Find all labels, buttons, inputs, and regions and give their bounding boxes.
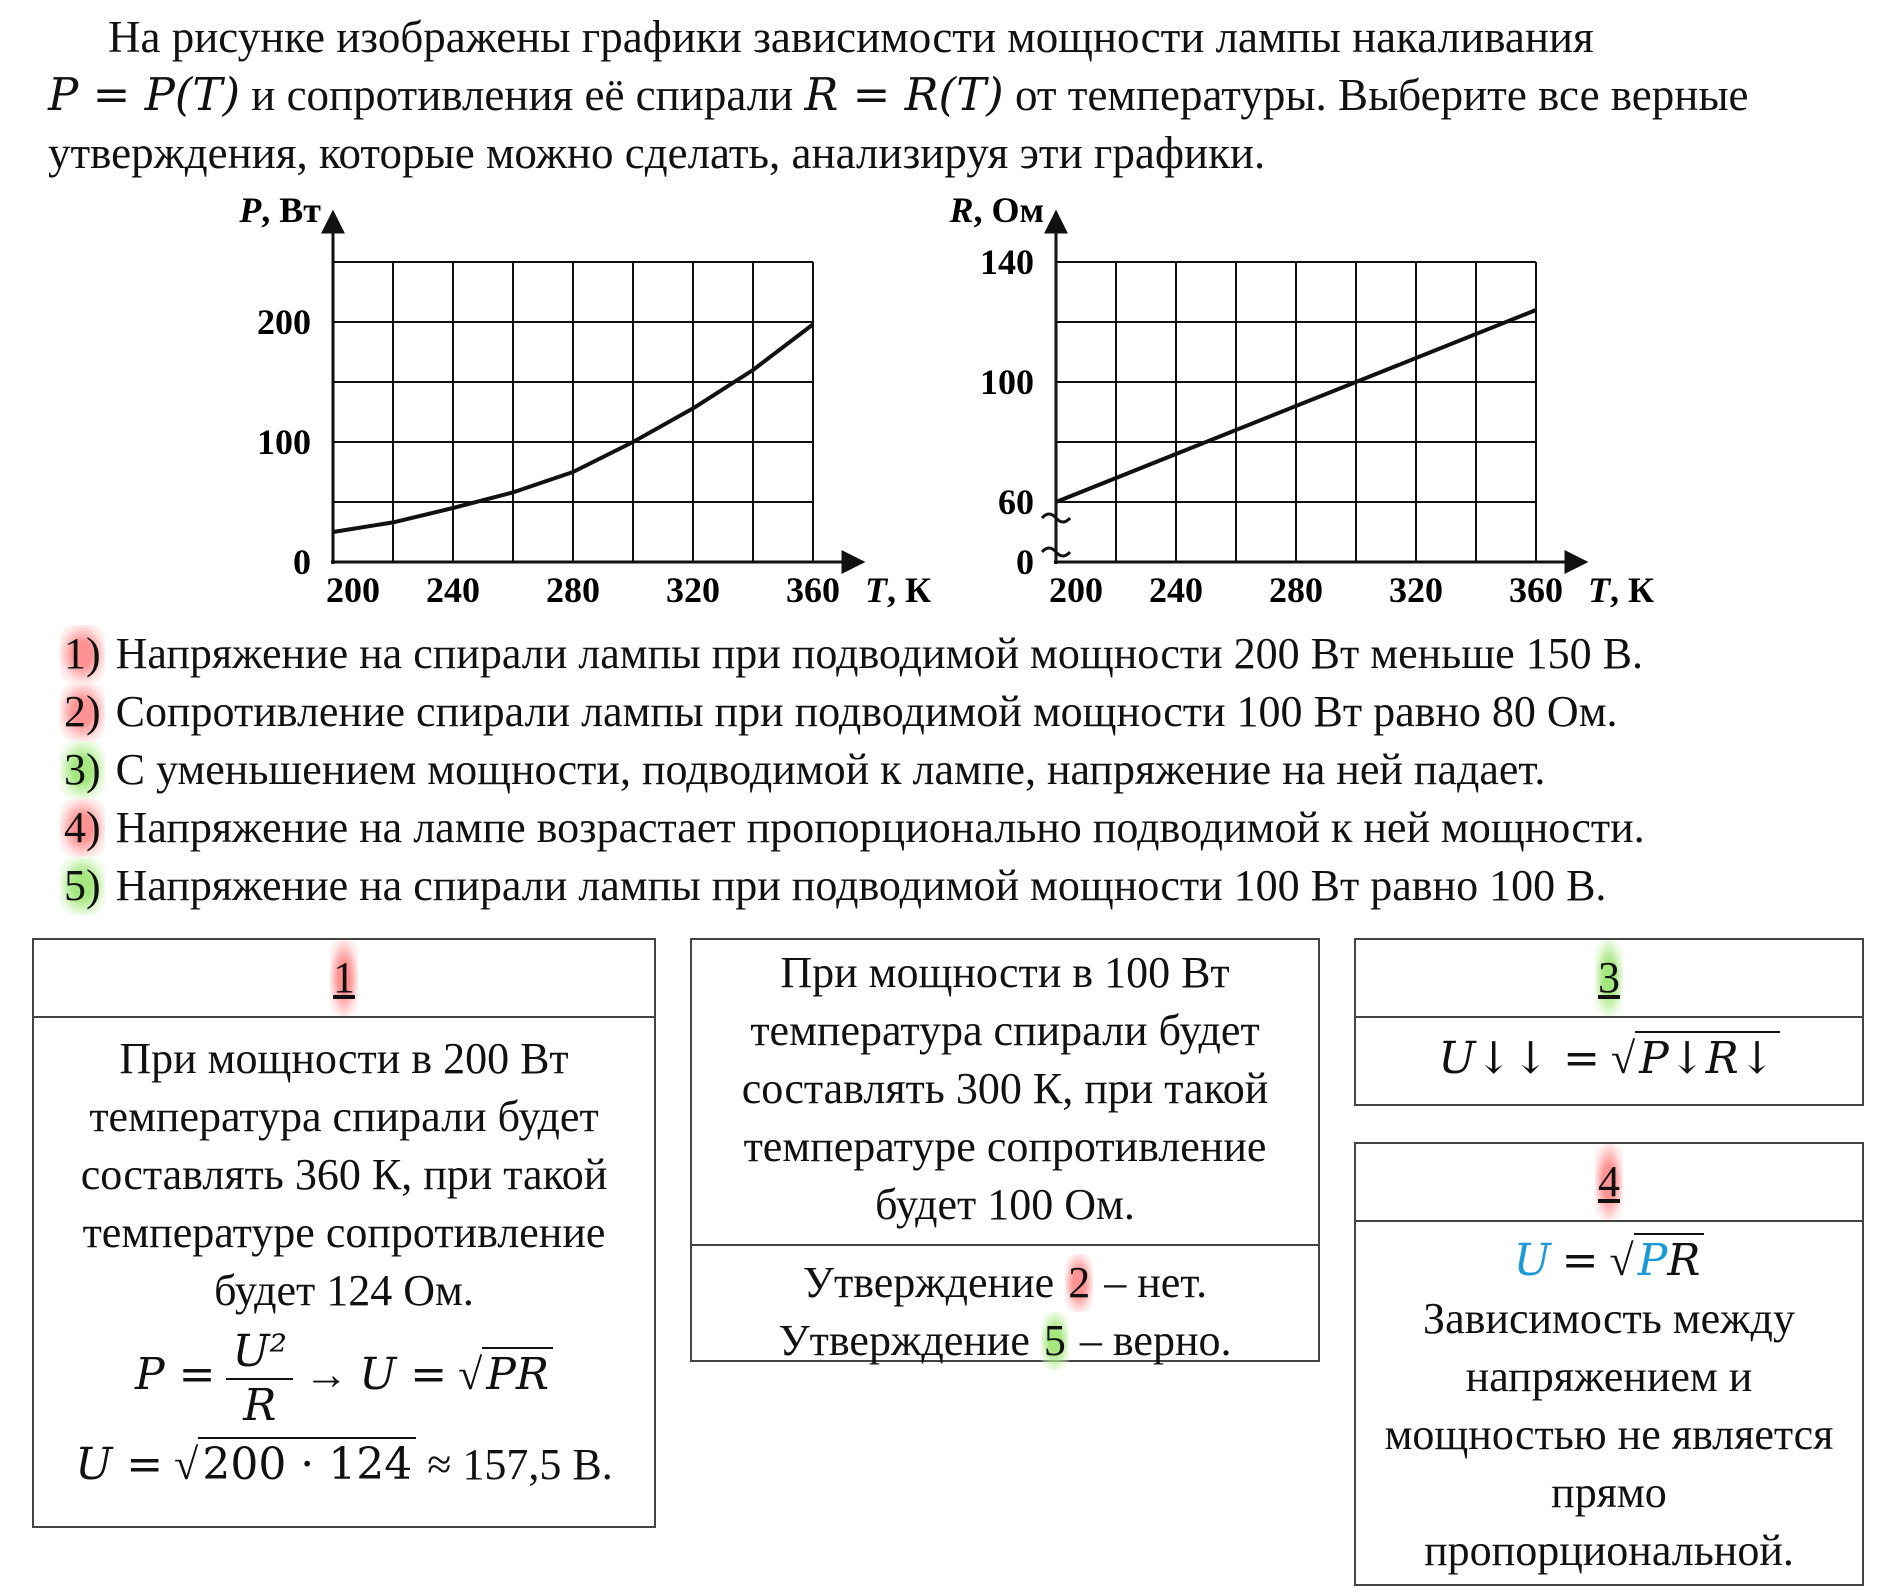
statement-1 — [60, 625, 1860, 683]
conclusion-result: – нет. — [1104, 1258, 1208, 1307]
r-formula: R = R(T) — [804, 68, 1004, 121]
solution-box-2 — [690, 938, 1320, 1365]
fraction-denominator: R — [243, 1380, 277, 1431]
formula-u: U = — [75, 1439, 164, 1490]
box-header-number: 1 — [330, 940, 358, 1016]
box-body — [1356, 1222, 1862, 1584]
box-conclusion — [692, 1246, 1318, 1374]
x-axis-label-unit: , К — [887, 570, 932, 610]
x-tick-label: 200 — [1049, 570, 1103, 610]
box-header-number: 4 — [1595, 1144, 1623, 1220]
y-tick-label: 140 — [980, 242, 1034, 282]
conclusion-label: Утверждение — [802, 1258, 1055, 1307]
y-axis-label-var: R — [949, 190, 974, 230]
y-axis-label-unit: , Вт — [261, 190, 321, 230]
box-header — [34, 940, 654, 1018]
power-chart — [238, 190, 931, 610]
statement-number: 1) — [60, 625, 105, 683]
x-tick-label: 280 — [546, 570, 600, 610]
x-tick-label: 360 — [1509, 570, 1563, 610]
box-text: Зависимость между напряжением и мощностью не является прямо пропорциональной. — [1384, 1294, 1834, 1575]
statement-number: 3) — [60, 741, 105, 799]
statement-3 — [60, 741, 1860, 799]
x-tick-label: 240 — [1149, 570, 1203, 610]
statements-list — [60, 625, 1860, 915]
problem-line2-end: от температуры. Выберите все верные — [1014, 70, 1749, 120]
formula-u: U — [1513, 1235, 1551, 1286]
decrease-formula — [1356, 1018, 1862, 1092]
statement-2 — [60, 683, 1860, 741]
y-tick-label: 60 — [998, 482, 1034, 522]
statement-text: Сопротивление спирали лампы при подводимой мощности 100 Вт равно 80 Ом. — [115, 687, 1618, 736]
p-formula: P = P(T) — [48, 68, 240, 121]
fraction — [226, 1326, 293, 1432]
fraction-numerator: U² — [226, 1326, 293, 1380]
y-axis-label — [948, 190, 1044, 230]
x-tick-label: 360 — [786, 570, 840, 610]
problem-text — [48, 8, 1848, 182]
statement-number: 5) — [60, 857, 105, 915]
statement-number: 2) — [60, 683, 105, 741]
x-axis-label — [865, 570, 931, 610]
box-text: При мощности в 200 Вт температура спирали будет составлять 360 К, при такой температуре сопротивление будет 124 Ом. — [80, 1034, 608, 1315]
box-body — [34, 1018, 654, 1498]
statement-text: С уменьшением мощности, подводимой к лампе, напряжение на ней падает. — [115, 745, 1546, 794]
conclusion-5 — [702, 1312, 1308, 1370]
x-axis-label — [1588, 570, 1654, 610]
conclusion-result: – верно. — [1079, 1316, 1232, 1365]
x-axis-label-unit: , К — [1610, 570, 1655, 610]
y-tick-label: 0 — [293, 542, 311, 582]
y-tick-label: 100 — [257, 422, 311, 462]
x-tick-label: 240 — [426, 570, 480, 610]
box-text: При мощности в 100 Вт температура спирали будет составлять 300 К, при такой температуре сопротивление будет 100 Ом. — [692, 940, 1318, 1246]
y-tick-label: 0 — [1016, 542, 1034, 582]
conclusion-number: 2 — [1065, 1254, 1093, 1312]
statement-number: 4) — [60, 799, 105, 857]
conclusion-label: Утверждение — [778, 1316, 1030, 1365]
formula-u: U↓↓ = — [1438, 1033, 1601, 1084]
x-axis-label-var: T — [1588, 570, 1610, 610]
sqrt: √200 · 124 — [174, 1436, 416, 1494]
power-formula — [44, 1326, 644, 1432]
statement-4 — [60, 799, 1860, 857]
sqrt: √PR — [1610, 1232, 1705, 1290]
arrow: → — [304, 1350, 349, 1400]
result: ≈ 157,5 В. — [427, 1440, 613, 1489]
x-tick-label: 280 — [1269, 570, 1323, 610]
y-axis-label-unit: , Ом — [973, 190, 1044, 230]
box-header-number: 3 — [1595, 940, 1623, 1016]
formula-p: P = — [134, 1349, 216, 1401]
sqrt: √P↓R↓ — [1611, 1030, 1780, 1088]
x-axis-label-var: T — [865, 570, 887, 610]
y-tick-label: 200 — [257, 302, 311, 342]
radicand-p: P — [1637, 1235, 1668, 1286]
resistance-chart — [948, 190, 1654, 610]
formula-u: U = — [359, 1349, 448, 1401]
problem-line3: утверждения, которые можно сделать, анализируя эти графики. — [48, 128, 1266, 178]
y-axis-label — [238, 190, 321, 230]
conclusion-number: 5 — [1041, 1312, 1069, 1370]
solution-box-1 — [32, 938, 656, 1528]
statement-text: Напряжение на спирали лампы при подводимой мощности 100 Вт равно 100 В. — [115, 861, 1607, 910]
conclusion-2 — [702, 1254, 1308, 1312]
radicand-r: R — [1667, 1235, 1701, 1286]
x-tick-label: 320 — [666, 570, 720, 610]
charts-area — [0, 190, 1890, 620]
radicand: P↓R↓ — [1635, 1031, 1779, 1084]
solution-box-4 — [1354, 1142, 1864, 1586]
radicand: 200 · 124 — [198, 1437, 416, 1490]
problem-line2-mid: и сопротивления её спирали — [251, 70, 794, 120]
solution-box-3 — [1354, 938, 1864, 1106]
box-header — [1356, 1144, 1862, 1222]
sqrt: √PR — [458, 1346, 553, 1404]
y-axis-label-var: P — [239, 190, 262, 230]
y-tick-label: 100 — [980, 362, 1034, 402]
x-tick-label: 320 — [1389, 570, 1443, 610]
x-tick-label: 200 — [326, 570, 380, 610]
voltage-formula — [1366, 1232, 1852, 1290]
radicand: PR — [482, 1347, 553, 1400]
equals: = — [1561, 1235, 1599, 1286]
box-header — [1356, 940, 1862, 1018]
statement-text: Напряжение на спирали лампы при подводимой мощности 200 Вт меньше 150 В. — [115, 629, 1643, 678]
problem-line1: На рисунке изображены графики зависимости мощности лампы накаливания — [108, 12, 1594, 62]
statement-5 — [60, 857, 1860, 915]
statement-text: Напряжение на лампе возрастает пропорционально подводимой к ней мощности. — [115, 803, 1645, 852]
voltage-calc — [44, 1436, 644, 1494]
